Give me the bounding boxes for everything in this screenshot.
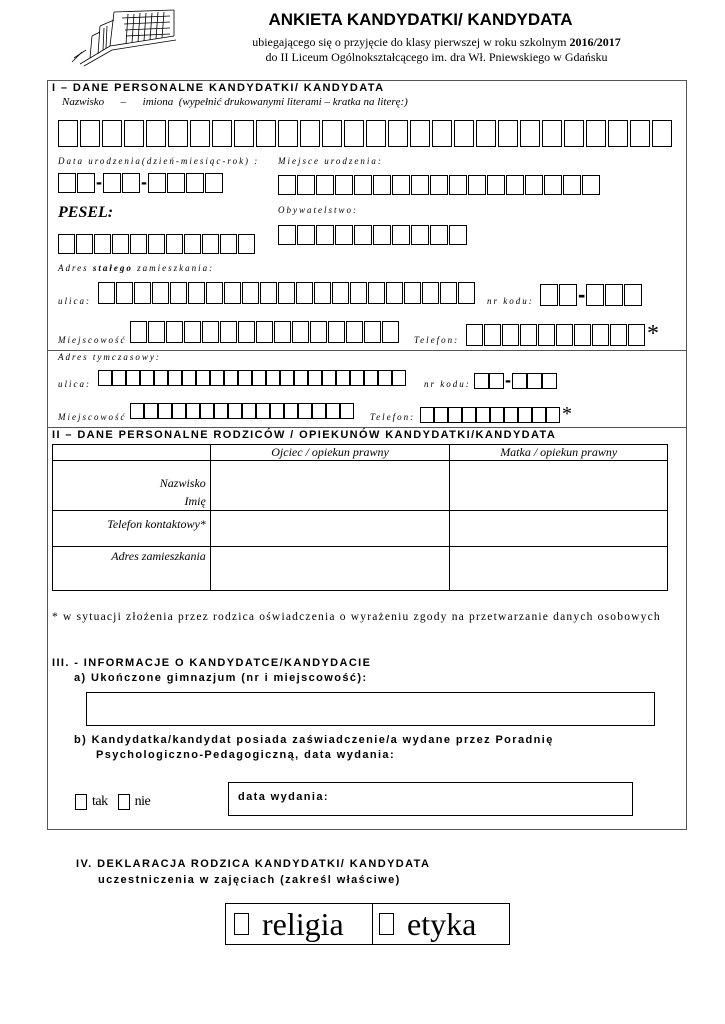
letter-box[interactable] (166, 321, 183, 343)
parents-footnote: * w sytuacji złożenia przez rodzica oświadczenia o wyrażeniu zgody na przetwarzanie danych osobowych (52, 611, 661, 623)
row-surname-label: Nazwisko (159, 476, 206, 490)
letter-box[interactable] (130, 234, 147, 254)
letter-box[interactable] (340, 403, 354, 419)
letter-box[interactable] (294, 370, 308, 386)
letter-box[interactable] (586, 284, 604, 306)
letter-box[interactable] (166, 234, 183, 254)
parents-table-header (53, 445, 668, 461)
letter-box[interactable] (112, 370, 126, 386)
letter-box[interactable] (448, 407, 462, 423)
row-phone (53, 511, 668, 547)
letter-box[interactable] (98, 282, 115, 304)
letter-box[interactable] (542, 373, 557, 389)
father-phone-cell[interactable] (210, 511, 450, 547)
letter-box[interactable] (234, 120, 254, 147)
row-phone-label: Telefon kontaktowy* (53, 511, 211, 547)
citizenship-boxes[interactable] (278, 225, 467, 245)
letter-box[interactable] (520, 120, 540, 147)
letter-box[interactable] (474, 373, 489, 389)
temp-phone-asterisk: * (562, 403, 572, 425)
letter-box[interactable] (184, 234, 201, 254)
temp-street-boxes[interactable] (98, 370, 406, 386)
tak-label: tak (92, 794, 108, 809)
section1-title: I – DANE PERSONALNE KANDYDATKI/ KANDYDATA (52, 82, 385, 94)
ethics-label: etyka (407, 906, 477, 942)
issue-date-label: data wydania: (238, 791, 329, 803)
letter-box[interactable] (364, 321, 381, 343)
letter-box[interactable] (563, 175, 581, 195)
letter-box[interactable] (487, 175, 505, 195)
letter-box[interactable] (58, 120, 78, 147)
city-boxes[interactable] (130, 321, 399, 343)
letter-box[interactable] (608, 120, 628, 147)
letter-box[interactable] (392, 370, 406, 386)
tak-checkbox[interactable] (75, 794, 87, 810)
letter-box[interactable] (489, 373, 504, 389)
letter-box[interactable] (130, 321, 147, 343)
religion-checkbox[interactable] (234, 913, 249, 935)
letter-box[interactable] (586, 120, 606, 147)
letter-box[interactable] (574, 324, 591, 346)
letter-box[interactable] (346, 321, 363, 343)
mother-phone-cell[interactable] (450, 511, 668, 547)
letter-box[interactable] (256, 120, 276, 147)
letter-box[interactable] (316, 225, 334, 245)
letter-box[interactable] (167, 173, 185, 193)
letter-box[interactable] (350, 370, 364, 386)
temp-street-label: ulica: (58, 379, 91, 389)
letter-box[interactable] (344, 120, 364, 147)
letter-box[interactable] (116, 282, 133, 304)
birthplace-label: Miejsce urodzenia: (278, 156, 383, 166)
letter-box[interactable] (278, 120, 298, 147)
pesel-label: PESEL: (58, 204, 114, 221)
letter-box[interactable] (220, 234, 237, 254)
section2-divider (47, 427, 687, 428)
form-title: ANKIETA KANDYDATKI/ KANDYDATA (268, 10, 573, 29)
letter-box[interactable] (292, 321, 309, 343)
letter-box[interactable] (440, 282, 457, 304)
letter-box[interactable] (430, 175, 448, 195)
letter-box[interactable] (512, 373, 527, 389)
row-name-label: Imię (184, 494, 206, 508)
letter-box[interactable] (468, 175, 486, 195)
letter-box[interactable] (518, 407, 532, 423)
letter-box[interactable] (158, 403, 172, 419)
letter-box[interactable] (274, 321, 291, 343)
letter-box[interactable] (298, 403, 312, 419)
letter-box[interactable] (182, 370, 196, 386)
letter-box[interactable] (148, 234, 165, 254)
col-father: Ojciec / opiekun prawny (210, 445, 450, 461)
letter-box[interactable] (502, 324, 519, 346)
letter-box[interactable] (335, 175, 353, 195)
temp-postal-code-label: nr kodu: (424, 379, 471, 389)
letter-box[interactable] (186, 173, 204, 193)
letter-box[interactable] (542, 120, 562, 147)
letter-box[interactable] (186, 403, 200, 419)
letter-box[interactable] (476, 120, 496, 147)
father-surname-name-cell[interactable] (210, 461, 450, 511)
letter-box[interactable] (196, 370, 210, 386)
temp-city-label: Miejscowość (58, 412, 127, 422)
letter-box[interactable] (238, 370, 252, 386)
letter-box[interactable] (462, 407, 476, 423)
letter-box[interactable] (214, 403, 228, 419)
letter-box[interactable] (76, 234, 93, 254)
letter-box[interactable] (122, 173, 140, 193)
letter-box[interactable] (322, 120, 342, 147)
section3-item-b-line1: b) Kandydatka/kandydat posiada zaświadczenie/a wydane przez Poradnię (74, 734, 554, 746)
letter-box[interactable] (434, 407, 448, 423)
letter-box[interactable] (388, 120, 408, 147)
letter-box[interactable] (140, 370, 154, 386)
dob-label: Data urodzenia(dzień-miesiąc-rok) : (58, 156, 260, 166)
letter-box[interactable] (540, 284, 558, 306)
letter-box[interactable] (126, 370, 140, 386)
form-subtitle-line1: ubiegającego się o przyjęcie do klasy pierwszej w roku szkolnym 2016/2017 (252, 35, 621, 49)
letter-box[interactable] (278, 282, 295, 304)
letter-box[interactable] (168, 120, 188, 147)
nie-label: nie (134, 794, 151, 809)
letter-box[interactable] (432, 120, 452, 147)
street-label: ulica: (58, 296, 91, 306)
nie-checkbox[interactable] (118, 794, 130, 810)
letter-box[interactable] (308, 370, 322, 386)
letter-box[interactable] (134, 282, 151, 304)
temp-city-boxes[interactable] (130, 403, 354, 419)
letter-box[interactable] (332, 282, 349, 304)
letter-box[interactable] (144, 403, 158, 419)
surname-name-boxes[interactable] (58, 120, 672, 147)
letter-box[interactable] (328, 321, 345, 343)
letter-box[interactable] (278, 175, 296, 195)
row-address (53, 547, 668, 591)
letter-box[interactable] (224, 282, 241, 304)
letter-box[interactable] (556, 324, 573, 346)
letter-box[interactable] (610, 324, 627, 346)
religion-ethics-choice (225, 903, 510, 945)
letter-box[interactable] (148, 173, 166, 193)
letter-box[interactable] (476, 407, 490, 423)
birthplace-boxes[interactable] (278, 175, 600, 195)
letter-box[interactable] (124, 120, 144, 147)
letter-box[interactable] (630, 120, 650, 147)
certificate-options (75, 794, 150, 810)
letter-box[interactable] (484, 324, 501, 346)
letter-box[interactable] (184, 321, 201, 343)
letter-box[interactable] (628, 324, 645, 346)
letter-box[interactable] (504, 407, 518, 423)
letter-box[interactable] (297, 175, 315, 195)
letter-box[interactable] (77, 173, 95, 193)
letter-box[interactable] (411, 225, 429, 245)
letter-box[interactable] (458, 282, 475, 304)
letter-box[interactable] (242, 282, 259, 304)
letter-box[interactable] (210, 370, 224, 386)
letter-box[interactable] (559, 284, 577, 306)
letter-box[interactable] (148, 321, 165, 343)
mother-address-cell[interactable] (450, 547, 668, 591)
phone-label: Telefon: (414, 335, 460, 345)
letter-box[interactable] (238, 321, 255, 343)
letter-box[interactable] (102, 120, 122, 147)
letter-box[interactable] (564, 120, 584, 147)
letter-box[interactable] (422, 282, 439, 304)
letter-box[interactable] (94, 234, 111, 254)
postal-code-label: nr kodu: (487, 296, 534, 306)
temp-postal-code-boxes[interactable]: - (474, 370, 557, 391)
phone-boxes[interactable] (466, 321, 659, 348)
letter-box[interactable] (205, 173, 223, 193)
letter-box[interactable] (146, 120, 166, 147)
row-address-label: Adres zamieszkania (53, 547, 211, 591)
postal-code-boxes[interactable]: - (540, 282, 642, 308)
letter-box[interactable] (527, 373, 542, 389)
section2-title: II – DANE PERSONALNE RODZICÓW / OPIEKUNÓW KANDYDATKI/KANDYDATA (52, 429, 557, 441)
religion-option[interactable] (226, 904, 373, 944)
temporary-address-label: Adres tymczasowy: (58, 352, 161, 362)
letter-box[interactable] (605, 284, 623, 306)
section3-item-a: a) Ukończone gimnazjum (nr i miejscowość): (74, 672, 368, 684)
letter-box[interactable] (260, 282, 277, 304)
letter-box[interactable] (256, 321, 273, 343)
section3-item-b-line2: Psychologiczno-Pedagogiczną, data wydania: (96, 749, 396, 761)
letter-box[interactable] (300, 120, 320, 147)
letter-box[interactable] (386, 282, 403, 304)
letter-box[interactable] (652, 120, 672, 147)
row-surname-name (53, 461, 668, 511)
letter-box[interactable] (152, 282, 169, 304)
letter-box[interactable] (546, 407, 560, 423)
letter-box[interactable] (58, 173, 76, 193)
letter-box[interactable] (364, 370, 378, 386)
issue-date-input[interactable] (228, 782, 633, 816)
letter-box[interactable] (103, 173, 121, 193)
citizenship-label: Obywatelstwo: (278, 205, 358, 215)
letter-box[interactable] (266, 370, 280, 386)
section3-title: III. - INFORMACJE O KANDYDATCE/KANDYDACIE (52, 657, 372, 669)
letter-box[interactable] (449, 225, 467, 245)
gymnasium-input[interactable] (86, 692, 655, 726)
letter-box[interactable] (354, 225, 372, 245)
letter-box[interactable] (420, 407, 434, 423)
letter-box[interactable] (582, 175, 600, 195)
letter-box[interactable] (130, 403, 144, 419)
form-subtitle-line2: do II Liceum Ogólnokształcącego im. dra Wł. Pniewskiego w Gdańsku (265, 50, 608, 64)
letter-box[interactable] (154, 370, 168, 386)
letter-box[interactable] (228, 403, 242, 419)
temp-phone-boxes[interactable] (420, 403, 572, 426)
ethics-checkbox[interactable] (379, 913, 394, 935)
letter-box[interactable] (212, 120, 232, 147)
father-address-cell[interactable] (210, 547, 450, 591)
letter-box[interactable] (392, 175, 410, 195)
letter-box[interactable] (336, 370, 350, 386)
city-label: Miejscowość (58, 335, 127, 345)
letter-box[interactable] (350, 282, 367, 304)
letter-box[interactable] (112, 234, 129, 254)
letter-box[interactable] (270, 403, 284, 419)
letter-box[interactable] (206, 282, 223, 304)
letter-box[interactable] (506, 175, 524, 195)
street-boxes[interactable] (98, 282, 475, 304)
letter-box[interactable] (322, 370, 336, 386)
school-year: 2016/2017 (569, 35, 621, 49)
ethics-option[interactable] (373, 904, 509, 944)
phone-asterisk: * (647, 321, 659, 347)
letter-box[interactable] (404, 282, 421, 304)
letter-box[interactable] (378, 370, 392, 386)
letter-box[interactable] (58, 234, 75, 254)
letter-box[interactable] (498, 120, 518, 147)
letter-box[interactable] (532, 407, 546, 423)
letter-box[interactable] (430, 225, 448, 245)
letter-box[interactable] (520, 324, 537, 346)
parents-table (52, 444, 668, 591)
letter-box[interactable] (238, 234, 255, 254)
temp-phone-label: Telefon: (370, 412, 416, 422)
letter-box[interactable] (190, 120, 210, 147)
letter-box[interactable] (297, 225, 315, 245)
letter-box[interactable] (280, 370, 294, 386)
letter-box[interactable] (284, 403, 298, 419)
letter-box[interactable] (80, 120, 100, 147)
dob-boxes[interactable]: - - (58, 172, 223, 193)
letter-box[interactable] (310, 321, 327, 343)
letter-box[interactable] (544, 175, 562, 195)
letter-box[interactable] (314, 282, 331, 304)
letter-box[interactable] (256, 403, 270, 419)
letter-box[interactable] (466, 324, 483, 346)
letter-box[interactable] (454, 120, 474, 147)
letter-box[interactable] (170, 282, 187, 304)
letter-box[interactable] (220, 321, 237, 343)
letter-box[interactable] (224, 370, 238, 386)
letter-box[interactable] (252, 370, 266, 386)
letter-box[interactable] (296, 282, 313, 304)
religion-label: religia (262, 906, 344, 942)
letter-box[interactable] (368, 282, 385, 304)
mother-surname-name-cell[interactable] (450, 461, 668, 511)
letter-box[interactable] (316, 175, 334, 195)
col-mother: Matka / opiekun prawny (450, 445, 668, 461)
letter-box[interactable] (490, 407, 504, 423)
pesel-boxes[interactable] (58, 234, 255, 254)
section4-title-line1: IV. DEKLARACJA RODZICA KANDYDATKI/ KANDYDATA (76, 858, 431, 870)
letter-box[interactable] (411, 175, 429, 195)
letter-box[interactable] (366, 120, 386, 147)
letter-box[interactable] (278, 225, 296, 245)
header (0, 10, 725, 65)
letter-box[interactable] (326, 403, 340, 419)
letter-box[interactable] (335, 225, 353, 245)
letter-box[interactable] (242, 403, 256, 419)
letter-box[interactable] (392, 225, 410, 245)
letter-box[interactable] (538, 324, 555, 346)
letter-box[interactable] (410, 120, 430, 147)
letter-box[interactable] (172, 403, 186, 419)
address-divider (47, 350, 687, 351)
letter-box[interactable] (200, 403, 214, 419)
letter-box[interactable] (373, 175, 391, 195)
letter-box[interactable] (382, 321, 399, 343)
letter-box[interactable] (373, 225, 391, 245)
letter-box[interactable] (312, 403, 326, 419)
letter-box[interactable] (624, 284, 642, 306)
section4-title-line2: uczestniczenia w zajęciach (zakreśl właściwe) (98, 874, 401, 886)
letter-box[interactable] (188, 282, 205, 304)
letter-box[interactable] (525, 175, 543, 195)
letter-box[interactable] (168, 370, 182, 386)
letter-box[interactable] (202, 321, 219, 343)
name-hint: Nazwisko – imiona (wypełnić drukowanymi literami – kratka na literę:) (62, 96, 408, 108)
permanent-address-label: Adres stałego zamieszkania: (58, 263, 215, 273)
letter-box[interactable] (202, 234, 219, 254)
letter-box[interactable] (354, 175, 372, 195)
letter-box[interactable] (449, 175, 467, 195)
letter-box[interactable] (592, 324, 609, 346)
letter-box[interactable] (98, 370, 112, 386)
